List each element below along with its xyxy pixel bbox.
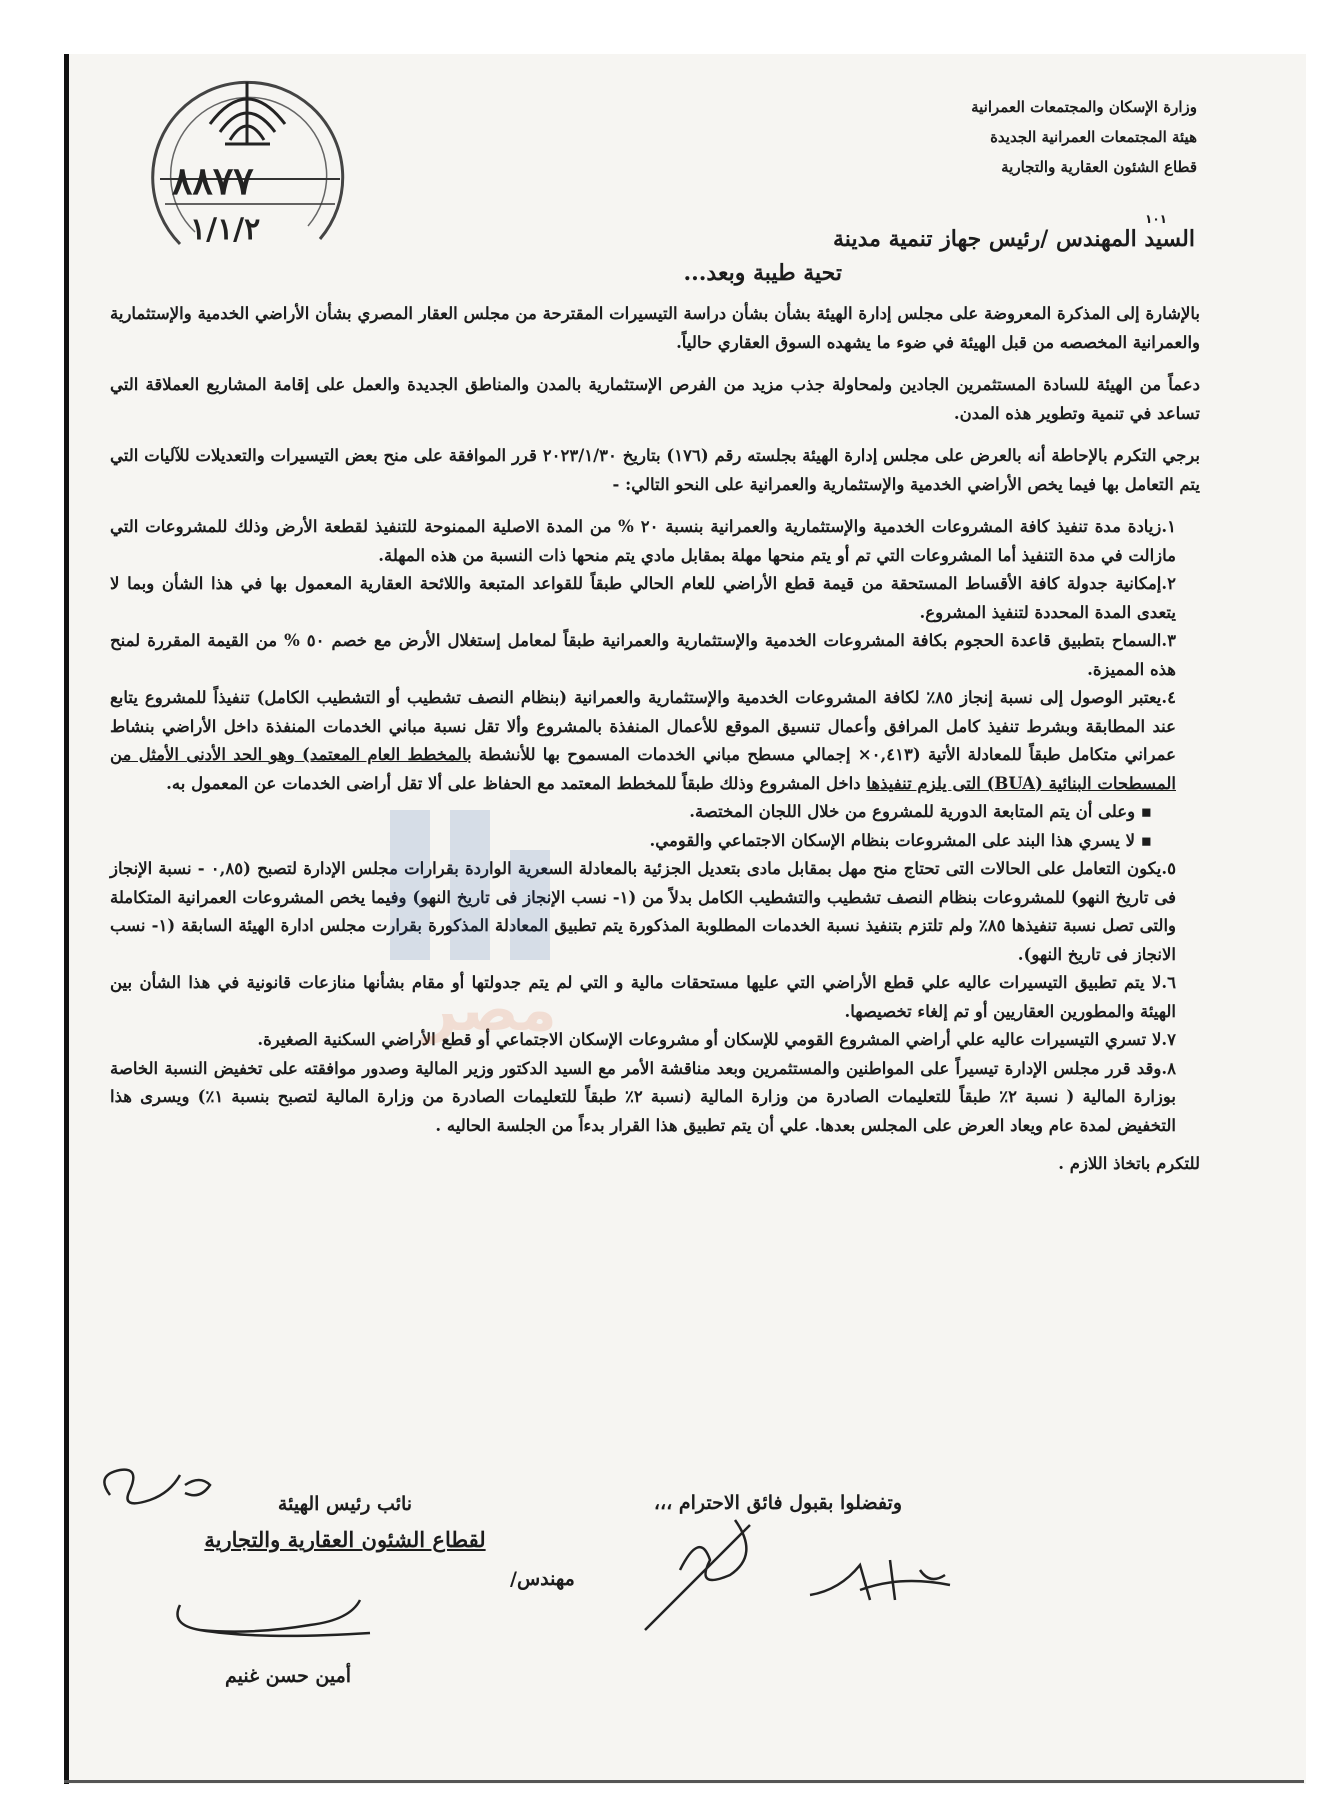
item4-underlined-text: بالمخطط العام المعتمد) وهو الحد الأدنى الأمثل من المسطحات البنائية (BUA) التى يلزم تنفيذها: [110, 745, 1176, 793]
list-item: ٨.وقد قرر مجلس الإدارة تيسيراً على المواطنين والمستثمرين وبعد مناقشة الأمر مع السيد الدكتور وزير المالية وصدور موافقته على تخفيض النسبة الخاصة بوزارة المالية ( نسبة ٢٪ طبقاً للتعليمات الصادرة من وزارة المالية (نسبة ٢٪ طبقاً للتعليمات الصادرة من وزارة المالية لتصبح بنسبة ١٪) ويسرى هذا التخفيض لمدة عام ويعاد العرض على المجلس بعدها. علي أن يتم تطبيق هذا القرار بدءاً من الجلسة الحاليه .: [110, 1058, 1177, 1135]
scan-edge-bottom: [64, 1780, 1304, 1783]
intro-paragraph: دعماً من الهيئة للسادة المستثمرين الجادين ولمحاولة جذب مزيد من الفرص الإستثمارية بالمدن والمناطق الجديدة والعمل على إقامة المشاريع العملاقة التي تساعد في تنمية وتطوير هذه المدن.: [110, 375, 1200, 423]
watermark-text: مصر: [423, 975, 557, 1045]
item4-tail: داخل المشروع وذلك طبقاً للمخطط المعتمد مع الحفاظ على ألا تقل أراضى الخدمات عن المعمول به.: [166, 773, 861, 793]
list-item: [110, 684, 1176, 798]
handwritten-signature: [160, 1585, 380, 1645]
bullet-item: ▪ لا يسري هذا البند على المشروعات بنظام الإسكان الاجتماعي والقومي.: [649, 830, 1152, 850]
letter-body: [110, 300, 1200, 1193]
emblem-icon: [210, 82, 285, 144]
engineer-label: مهندس/: [510, 1568, 575, 1590]
decision-paragraph: برجي التكرم بالإحاطة أنه بالعرض على مجلس إدارة الهيئة بجلسته رقم (١٧٦) بتاريخ ٢٠٢٣/١/٣٠ قرر الموافقة على منح بعض التيسيرات والتعديلات للآليات التي يتم التعامل بها فيما يخص الأراضي الخدمية والإستثمارية والعمرانية على النحو التالي: -: [110, 446, 1201, 494]
list-item: ٦.لا يتم تطبيق التيسيرات عاليه علي قطع الأراضي التي عليها مستحقات مالية و التي لم يتم جدولتها أو مقام بشأنها منازعات قانونية في هذا الشأن بين الهيئة والمطورين العقاريين أو تم إلغاء تخصيصها.: [110, 973, 1176, 1021]
handwritten-signature: [640, 1500, 770, 1640]
incoming-number: ٨٨٧٧: [172, 158, 254, 203]
handwritten-signature: [800, 1545, 960, 1615]
recipient-code: ١٠١: [1145, 212, 1167, 226]
ministry-name: وزارة الإسكان والمجتمعات العمرانية: [971, 98, 1197, 116]
list-item: ٢.إمكانية جدولة كافة الأقساط المستحقة من قيمة قطع الأراضي للعام الحالي طبقاً للقواعد المتبعة واللائحة العقارية المعمول بها في هذا الشأن وبما لا يتعدى المدة المحددة لتنفيذ المشروع.: [110, 574, 1176, 622]
list-item: ١.زيادة مدة تنفيذ كافة المشروعات الخدمية والإستثمارية والعمرانية بنسبة ٢٠ % من المدة الاصلية الممنوحة للتنفيذ لقطعة الأرض وذلك للمشروعات التي مازالت في مدة التنفيذ أما المشروعات التي تم أو يتم منحها مهلة بمقابل مادي يتم منحها ذات النسبة من هذه المهلة.: [110, 517, 1176, 565]
letterhead: [971, 92, 1197, 182]
item4-text: ٤.يعتبر الوصول إلى نسبة إنجاز ٨٥٪ لكافة المشروعات الخدمية والإستثمارية والعمرانية (بنظام النصف تشطيب أو التشطيب الكامل) تنفيذاً للمشروع يتابع عند المطابقة وبشرط تنفيذ كامل المرافق وأعمال تنسيق الموقع للأعمال المنفذة بالمشروع وألا تقل نسبة مباني الخدمات المنفذة داخل الأراضي بنشاط عمراني متكامل طبقاً للمعادلة الأتية (٠,٤١٣× إجمالي مسطح مباني الخدمات المسموح بها للأنشطة: [110, 688, 1177, 764]
addressee: السيد المهندس /رئيس جهاز تنمية مدينة: [833, 226, 1195, 252]
signatory-name: أمين حسن غنيم: [225, 1665, 352, 1687]
intro-paragraph: بالإشارة إلى المذكرة المعروضة على مجلس إدارة الهيئة بشأن بشأن دراسة التيسيرات المقترحة من مجلس العقار المصري بشأن الأراضي الخدمية والإستثمارية والعمرانية المخصصه من قبل الهيئة في ضوء ما يشهده السوق العقاري حالياً.: [110, 304, 1200, 352]
regards-line: وتفضلوا بقبول فائق الاحترام ،،،: [653, 1492, 902, 1514]
signatory-title: نائب رئيس الهيئة: [277, 1493, 413, 1515]
bullet-item: ▪ وعلى أن يتم المتابعة الدورية للمشروع من خلال اللجان المختصة.: [689, 802, 1152, 821]
sector-name: قطاع الشئون العقارية والتجارية: [1001, 158, 1197, 176]
list-item: ٥.يكون التعامل على الحالات التى تحتاج منح مهل بمقابل مادى بتعديل الجزئية بالمعادلة السعرية الواردة بقرارات مجلس الإدارة لتصبح (٠,٨٥ - نسبة الإنجاز فى تاريخ النهو) للمشروعات بنظام النصف تشطيب والتشطيب الكامل بدلاً من (١- نسب الإنجاز فى تاريخ النهو) وفيما يخص المشروعات العمرانية المتكاملة والتى تصل نسبة تنفيذها ٨٥٪ ولم تلتزم بتنفيذ نسبة الخدمات المطلوبة المذكورة يتم تطبيق المعادلة المذكورة بقرارت مجلس ادارة الهيئة السابقة (١- نسب الانجاز فى تاريخ النهو).: [110, 859, 1177, 964]
watermark-logo: [330, 790, 650, 1050]
handwritten-initials: [90, 1455, 230, 1525]
incoming-date: ١/١/٢: [190, 212, 261, 247]
provisions-list: [110, 513, 1200, 1140]
signatory-sector: لقطاع الشئون العقارية والتجارية: [204, 1527, 486, 1552]
closing-line: للتكرم باتخاذ اللازم .: [1058, 1154, 1200, 1173]
greeting: تحية طيبة وبعد...: [683, 260, 842, 286]
authority-name: هيئة المجتمعات العمرانية الجديدة: [990, 128, 1197, 146]
signatory-block: [195, 1486, 495, 1558]
list-item: ٣.السماح بتطبيق قاعدة الحجوم بكافة المشروعات الخدمية والإستثمارية والعمرانية طبقاً لمعامل إستغلال الأرض مع خصم ٥٠ % من القيمة المقررة لمنح هذه المميزة.: [110, 631, 1176, 679]
scan-edge: [64, 54, 69, 1784]
list-item: ٧.لا تسري التيسيرات عاليه علي أراضي المشروع القومي للإسكان أو مشروعات الإسكان الاجتماعي أو قطع الأراضي السكنية الصغيرة.: [257, 1030, 1176, 1049]
